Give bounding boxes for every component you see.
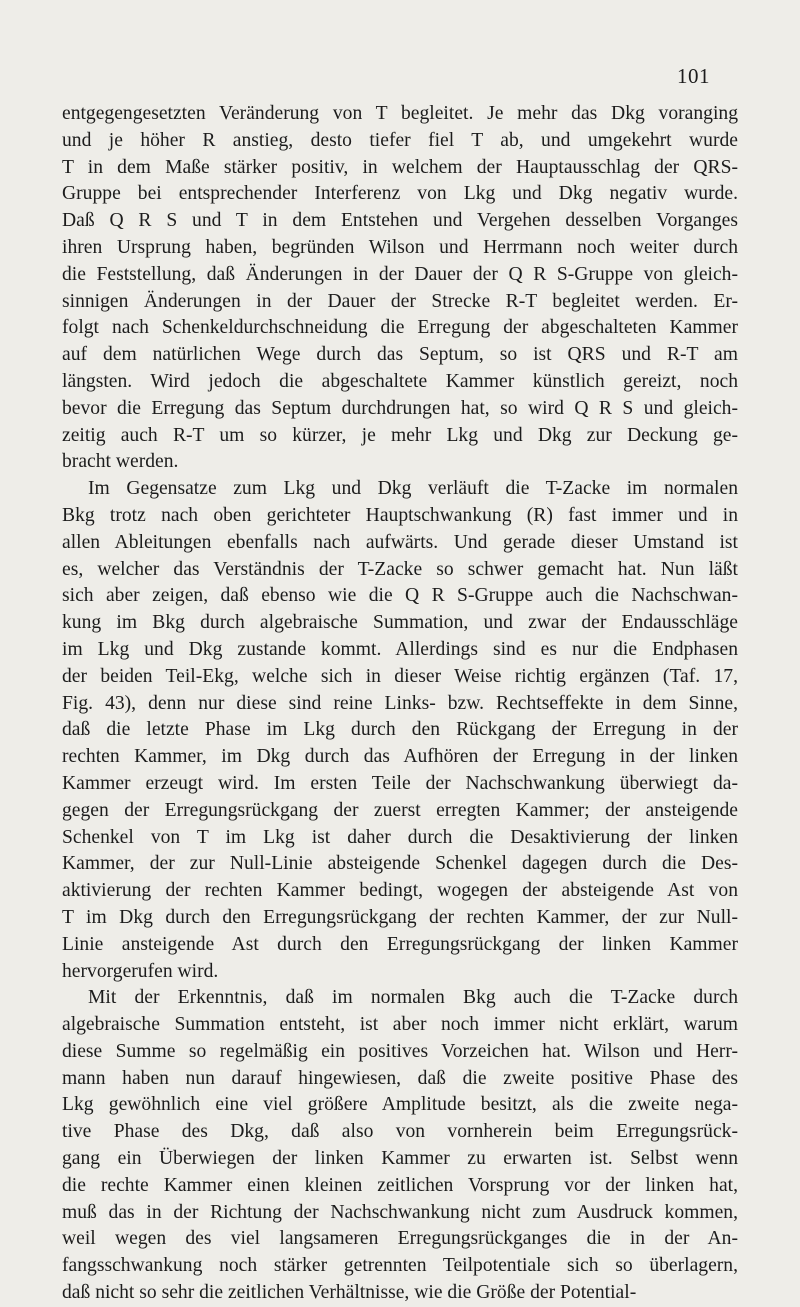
text-line: allen Ableitungen ebenfalls nach aufwärts. Und gerade dieser Umstand ist	[62, 531, 738, 553]
text-line: Linie ansteigende Ast durch den Erregungsrückgang der linken Kammer	[62, 933, 738, 955]
text-line: tive Phase des Dkg, daß also von vornherein beim Erregungsrück-	[62, 1121, 738, 1143]
text-line: muß das in der Richtung der Nachschwankung nicht zum Ausdruck kommen,	[62, 1201, 738, 1223]
paragraph	[62, 985, 738, 1307]
text-line: Mit der Erkenntnis, daß im normalen Bkg auch die T-Zacke durch	[88, 987, 738, 1009]
text-line: mann haben nun darauf hingewiesen, daß die zweite positive Phase des	[62, 1067, 738, 1089]
text-line: bracht werden.	[62, 451, 179, 473]
text-line: die rechte Kammer einen kleinen zeitlichen Vorsprung vor der linken hat,	[62, 1174, 738, 1196]
paragraph	[62, 476, 738, 985]
text-line: gegen der Erregungsrückgang der zuerst erregten Kammer; der ansteigende	[62, 799, 738, 821]
text-line: daß nicht so sehr die zeitlichen Verhältnisse, wie die Größe der Potential-	[62, 1282, 637, 1304]
text-line: sinnigen Änderungen in der Dauer der Strecke R-T begleitet werden. Er-	[62, 290, 738, 312]
text-line: die Feststellung, daß Änderungen in der Dauer der Q R S-Gruppe von gleich-	[62, 263, 738, 285]
text-line: auf dem natürlichen Wege durch das Septum, so ist QRS und R-T am	[62, 344, 738, 366]
text-line: längsten. Wird jedoch die abgeschaltete Kammer künstlich gereizt, noch	[62, 370, 738, 392]
text-line: Fig. 43), denn nur diese sind reine Links- bzw. Rechtseffekte in dem Sinne,	[62, 692, 738, 714]
text-line: Lkg gewöhnlich eine viel größere Amplitude besitzt, als die zweite nega-	[62, 1094, 738, 1116]
text-line: Gruppe bei entsprechender Interferenz von Lkg und Dkg negativ wurde.	[62, 183, 738, 205]
text-line: aktivierung der rechten Kammer bedingt, wogegen der absteigende Ast von	[62, 880, 738, 902]
text-line: Kammer, der zur Null-Linie absteigende Schenkel dagegen durch die Des-	[62, 853, 738, 875]
text-line: weil wegen des viel langsameren Erregungsrückganges die in der An-	[62, 1228, 738, 1250]
text-line: entgegengesetzten Veränderung von T begleitet. Je mehr das Dkg voranging	[62, 103, 738, 124]
text-line: bevor die Erregung das Septum durchdrungen hat, so wird Q R S und gleich-	[62, 397, 738, 419]
body-text	[62, 101, 738, 1307]
text-line: im Lkg und Dkg zustande kommt. Allerdings sind es nur die Endphasen	[62, 638, 738, 660]
text-line: Bkg trotz nach oben gerichteter Hauptschwankung (R) fast immer und in	[62, 504, 738, 526]
text-line: zeitig auch R-T um so kürzer, je mehr Lkg und Dkg zur Deckung ge-	[62, 424, 738, 446]
text-line: diese Summe so regelmäßig ein positives Vorzeichen hat. Wilson und Herr-	[62, 1040, 738, 1062]
text-line: hervorgerufen wird.	[62, 960, 219, 982]
paragraph	[62, 101, 738, 476]
text-line: ihren Ursprung haben, begründen Wilson und Herrmann noch weiter durch	[62, 236, 738, 258]
text-line: rechten Kammer, im Dkg durch das Aufhören der Erregung in der linken	[62, 746, 738, 768]
text-line: und je höher R anstieg, desto tiefer fiel T ab, und umgekehrt wurde	[62, 129, 738, 151]
text-line: sich aber zeigen, daß ebenso wie die Q R S-Gruppe auch die Nachschwan-	[62, 585, 738, 607]
text-line: Daß Q R S und T in dem Entstehen und Vergehen desselben Vorganges	[62, 210, 738, 232]
text-line: T im Dkg durch den Erregungsrückgang der rechten Kammer, der zur Null-	[62, 906, 738, 928]
text-line: Schenkel von T im Lkg ist daher durch die Desaktivierung der linken	[62, 826, 738, 848]
page-number: 101	[677, 64, 710, 88]
text-line: Kammer erzeugt wird. Im ersten Teile der Nachschwankung überwiegt da-	[62, 772, 738, 794]
text-line: fangsschwankung noch stärker getrennten Teilpotentiale sich so überlagern,	[62, 1255, 738, 1277]
text-line: es, welcher das Verständnis der T-Zacke so schwer gemacht hat. Nun läßt	[62, 558, 738, 580]
text-line: folgt nach Schenkeldurchschneidung die Erregung der abgeschalteten Kammer	[62, 317, 738, 339]
text-line: kung im Bkg durch algebraische Summation, und zwar der Endausschläge	[62, 612, 738, 634]
text-line: T in dem Maße stärker positiv, in welchem der Hauptausschlag der QRS-	[62, 156, 738, 178]
text-line: gang ein Überwiegen der linken Kammer zu erwarten ist. Selbst wenn	[62, 1148, 738, 1170]
text-line: daß die letzte Phase im Lkg durch den Rückgang der Erregung in der	[62, 719, 738, 741]
text-line: algebraische Summation entsteht, ist aber noch immer nicht erklärt, warum	[62, 1014, 738, 1036]
text-line: der beiden Teil-Ekg, welche sich in dieser Weise richtig ergänzen (Taf. 17,	[62, 665, 738, 687]
text-line: Im Gegensatze zum Lkg und Dkg verläuft die T-Zacke im normalen	[88, 478, 738, 500]
